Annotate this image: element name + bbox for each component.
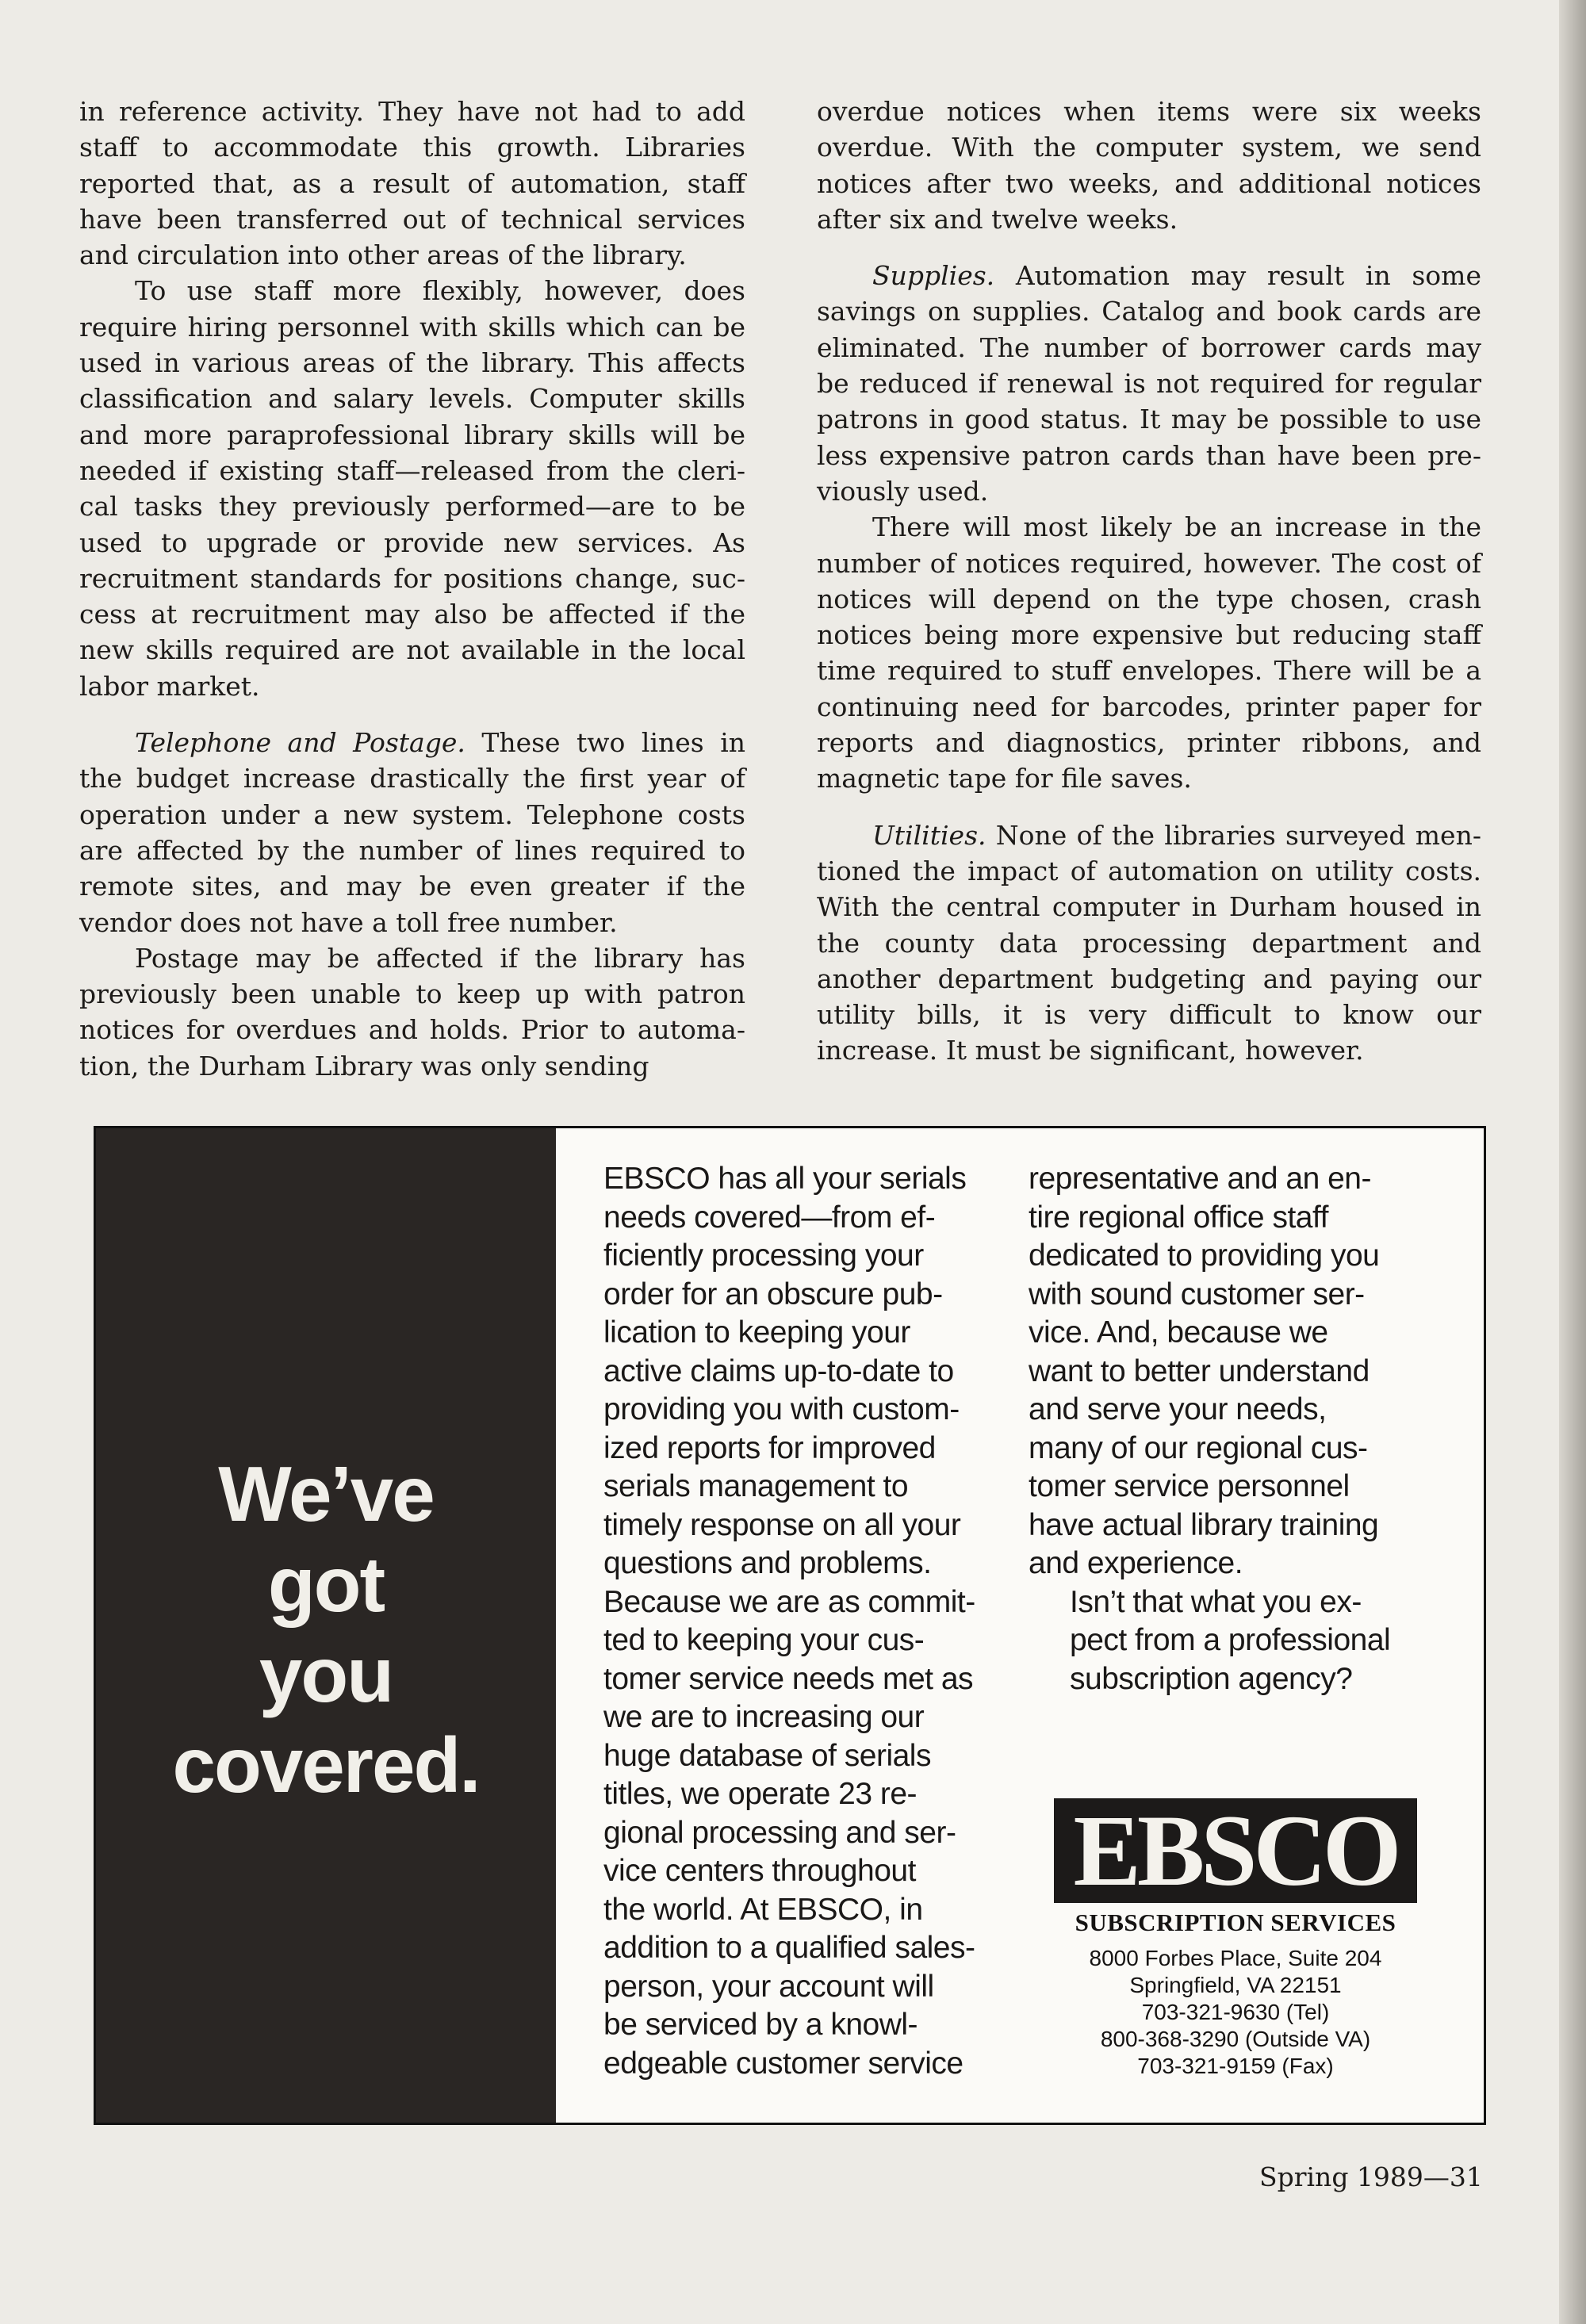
ad-body-line: huge database of serials [603,1738,931,1773]
ad-body-part [1029,1160,1473,1583]
page-footer: Spring 1989—31 [1259,2161,1483,2192]
ad-body-line: have actual library training [1029,1507,1379,1542]
section-lead: Utilities. [872,819,986,851]
section-lead: Telephone and Postage. [135,727,465,759]
ad-body-line: serials management to [603,1469,909,1503]
ad-body-line: tomer service needs met as [603,1661,974,1696]
paragraph: There will most likely be an increase in the number of notices required, however. The cost of notices will depend on the type chosen, crash notices being more expensive but reducing staff time required to stuff envelopes. There will be a continuing need for barcodes, printer paper for reports and diagnostics, printer ribbons, and magnetic tape for file saves. [817,511,1481,794]
ad-body-line: gional processing and ser- [603,1815,956,1850]
paragraph-telephone-postage [79,725,745,940]
ad-body-line: ficiently processing your [603,1239,924,1273]
ad-body-line: edgeable customer service [603,2046,963,2081]
ebsco-address [1054,1945,1417,2080]
ad-body-line: timely response on all your [603,1507,961,1542]
ad-body-line: order for an obscure pub- [603,1277,943,1311]
paragraph-text: These two lines in the budget increase drastically the first year of operation under a new system. Telephone costs are affected by the number of lines required to remote sites, and may be even greater if the vendor does not have a toll free number. [79,727,745,938]
paragraph: Postage may be affected if the library has previously been unable to keep up with patron notices for overdues and holds. Prior to automation, the Durham Library was only sending [79,942,745,1082]
ad-body-line: ted to keeping your cus- [603,1623,925,1657]
ad-body-line: subscription agency? [1070,1661,1353,1696]
ad-body-column-2 [1029,1160,1473,1698]
ad-body-line: and experience. [1029,1546,1243,1580]
ad-black-panel [96,1128,556,2123]
ad-body-column-1 [603,1160,1016,2083]
ad-body-line: many of our regional cus- [1029,1430,1368,1465]
ad-body-line: ized reports for improved [603,1430,936,1465]
ad-body-line: lication to keeping your [603,1315,910,1350]
ad-body-line: with sound customer ser- [1029,1277,1365,1311]
address-line: 800-368-3290 (Outside VA) [1100,2027,1371,2051]
ad-body-line: vice centers throughout [603,1854,916,1888]
ad-body-line: tire regional office staff [1029,1200,1328,1235]
ad-headline-line: you [259,1631,393,1718]
ad-body-line: and serve your needs, [1029,1392,1327,1426]
ad-body-line: addition to a qualified sales- [603,1931,975,1965]
ebsco-logo-subtitle: SUBSCRIPTION SERVICES [1075,1909,1396,1936]
paragraph: To use staff more flexibly, however, does require hiring personnel with skills which can be used in various areas of the library. This affects classification and salary levels. Computer skills and more paraprofessional library skills will be needed if existing staff—released from the clerical tasks they previously performed—are to be used to upgrade or provide new services. As recruitment standards for positions change, success at recruitment may also be affected if the new skills required are not available in the local labor market. [79,275,745,702]
ad-body-line: EBSCO has all your serials [603,1162,967,1196]
paragraph-supplies [817,258,1481,509]
ad-headline-line: We’ve [218,1450,434,1537]
ad-body-line: tomer service personnel [1029,1469,1350,1503]
ad-body-line: the world. At EBSCO, in [603,1892,923,1927]
ad-body-line: we are to increasing our [603,1700,925,1734]
ad-body-line: pect from a professional [1070,1623,1391,1657]
ad-body-closing [1029,1583,1473,1699]
ad-body-line: Because we are as commit- [603,1584,975,1619]
ebsco-logo: EBSCO [1054,1798,1417,1903]
article-column-left [79,94,745,1084]
ad-body-line: be serviced by a knowl- [603,2008,918,2042]
ad-body-line: active claims up-to-date to [603,1353,954,1388]
ad-body-line: Isn’t that what you ex- [1070,1584,1362,1619]
paragraph-utilities [817,817,1481,1069]
ad-body-line: titles, we operate 23 re- [603,1777,918,1811]
page-edge-shadow [1559,0,1586,2324]
paragraph-text: None of the libraries surveyed mentioned the impact of automation on utility costs. With the central computer in Durham housed in the county data processing department and another department budgeting and paying our utility bills, it is very difficult to know our increase. It must be significant, however. [817,819,1481,1066]
ad-body-line: questions and problems. [603,1546,932,1580]
ad-body-line: representative and an en- [1029,1162,1371,1196]
address-line: Springfield, VA 22151 [1129,1973,1342,1997]
address-line: 703-321-9630 (Tel) [1141,2000,1330,2024]
ad-headline-line: got [267,1541,385,1628]
ad-body-line: vice. And, because we [1029,1315,1328,1350]
section-lead: Supplies. [872,260,995,292]
paragraph: overdue notices when items were six weeks overdue. With the computer system, we send notices after two weeks, and additional notices after six and twelve weeks. [817,96,1481,235]
ebsco-advertisement [94,1126,1486,2125]
ad-headline [96,1449,556,1810]
ad-body-line: needs covered—from ef- [603,1200,936,1235]
paragraph-text: Automation may result in some savings on supplies. Catalog and book cards are eliminated. The number of borrower cards may be reduced if renewal is not required for regular patrons in good status. It may be possible to use less expensive patron cards than have been previously used. [817,260,1481,507]
ad-body-line: dedicated to providing you [1029,1239,1380,1273]
address-line: 703-321-9159 (Fax) [1137,2054,1334,2078]
address-line: 8000 Forbes Place, Suite 204 [1089,1946,1382,1970]
article-column-right [817,94,1481,1069]
ad-body-line: providing you with custom- [603,1392,960,1426]
ad-headline-line: covered. [172,1721,480,1809]
ad-body-line: person, your account will [603,1969,934,2004]
ad-body-line: want to better understand [1029,1353,1370,1388]
paragraph: in reference activity. They have not had to add staff to accommodate this growth. Libraries reported that, as a result of automation, staff have been transferred out of technical services and circulation into other areas of the library. [79,96,745,271]
